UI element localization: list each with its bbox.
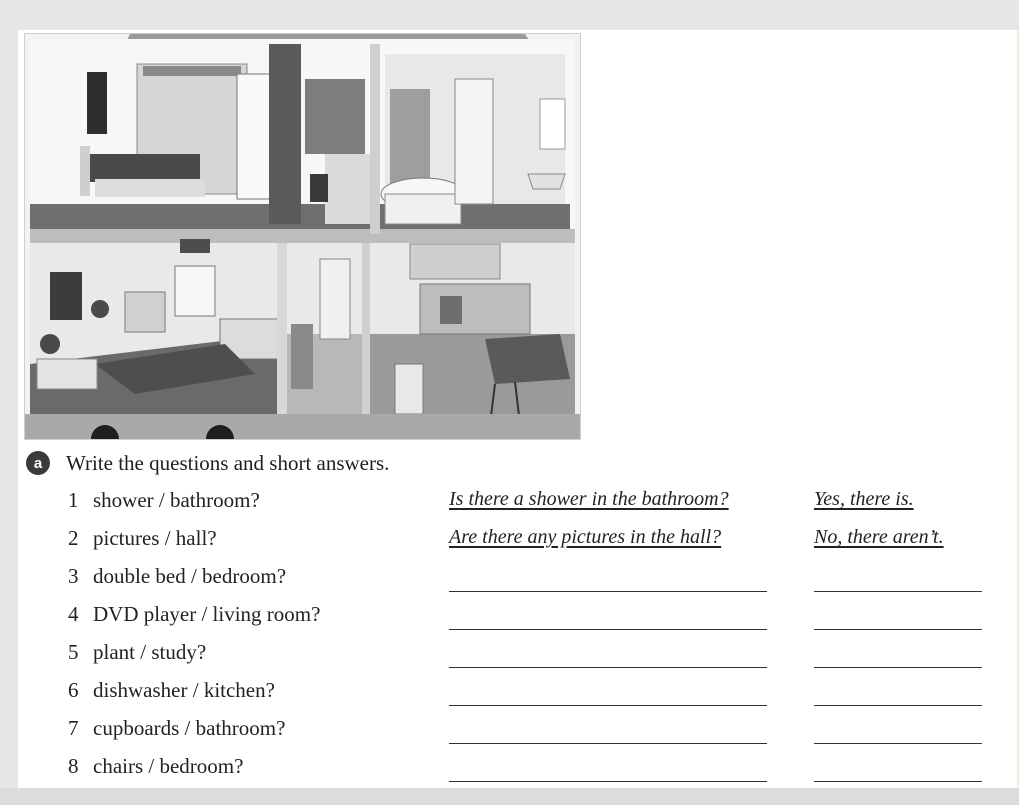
item-number: 1 (68, 488, 79, 512)
item-prompt: chairs / bedroom? (93, 754, 244, 778)
exercise-letter-badge: a (26, 451, 50, 475)
item-number: 4 (68, 602, 79, 626)
exercise-item-5 (0, 640, 1019, 670)
question-blank-line[interactable] (449, 640, 767, 668)
item-prompt: dishwasher / kitchen? (93, 678, 275, 702)
item-number: 5 (68, 640, 79, 664)
item-prompt: pictures / hall? (93, 526, 217, 550)
exercise-instruction (26, 449, 389, 477)
item-number: 2 (68, 526, 79, 550)
exercise-item-3 (0, 564, 1019, 594)
exercise-item-2 (0, 526, 1019, 556)
instruction-text: Write the questions and short answers. (66, 450, 390, 475)
item-number: 7 (68, 716, 79, 740)
item-prompt: DVD player / living room? (93, 602, 321, 626)
exercise-item-1 (0, 488, 1019, 518)
answer-blank-line[interactable] (814, 716, 982, 744)
answer-blank-line[interactable] (814, 602, 982, 630)
item-short-answer: No, there aren’t. (814, 526, 944, 548)
exercise-item-4 (0, 602, 1019, 632)
answer-blank-line[interactable] (814, 678, 982, 706)
item-question-answer: Is there a shower in the bathroom? (449, 488, 729, 510)
exercise-item-6 (0, 678, 1019, 708)
item-prompt: plant / study? (93, 640, 207, 664)
answer-blank-line[interactable] (814, 564, 982, 592)
answer-blank-line[interactable] (814, 640, 982, 668)
question-blank-line[interactable] (449, 678, 767, 706)
item-question-answer: Are there any pictures in the hall? (449, 526, 722, 548)
house-cutaway-illustration (24, 33, 581, 440)
question-blank-line[interactable] (449, 564, 767, 592)
item-prompt: double bed / bedroom? (93, 564, 287, 588)
question-blank-line[interactable] (449, 602, 767, 630)
bottom-band (0, 788, 1019, 805)
answer-blank-line[interactable] (814, 754, 982, 782)
item-prompt: shower / bathroom? (93, 488, 260, 512)
item-number: 6 (68, 678, 79, 702)
question-blank-line[interactable] (449, 754, 767, 782)
exercise-item-7 (0, 716, 1019, 746)
item-number: 3 (68, 564, 79, 588)
question-blank-line[interactable] (449, 716, 767, 744)
exercise-item-8 (0, 754, 1019, 784)
item-number: 8 (68, 754, 79, 778)
item-prompt: cupboards / bathroom? (93, 716, 286, 740)
item-short-answer: Yes, there is. (814, 488, 914, 510)
